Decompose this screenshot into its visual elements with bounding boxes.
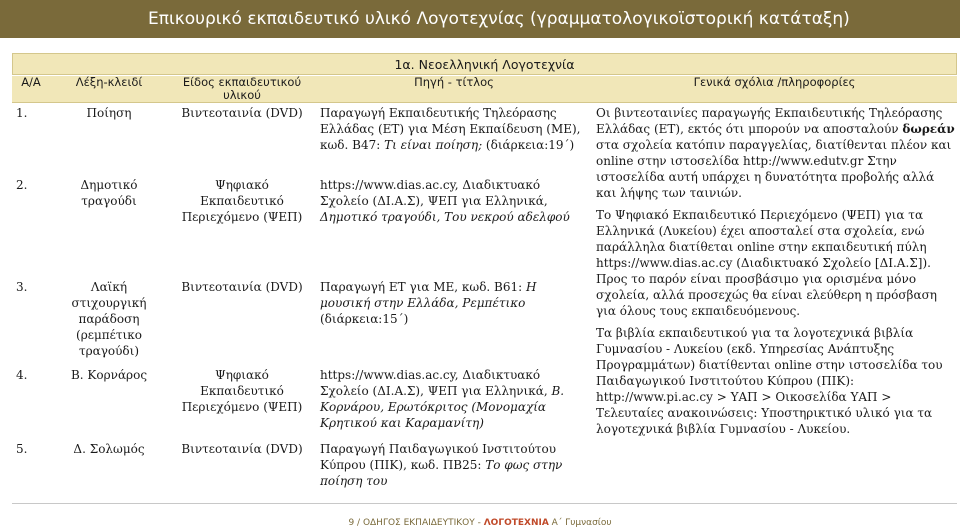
row-keyword: Δ. Σολωμός (73, 441, 145, 456)
row-source-title: Τι είναι ποίηση; (384, 138, 483, 152)
resources-table (12, 76, 957, 489)
row-source (316, 441, 592, 489)
row-source (316, 177, 592, 279)
row-num: 5. (16, 441, 28, 456)
row-source-title: Β. Κορνάρου, Ερωτόκριτος (Μονομαχία Κρητικού και Καραμανίτη) (320, 383, 565, 430)
table-row (12, 103, 957, 177)
row-keyword: Δημοτικό τραγούδι (80, 177, 138, 208)
row-keyword: Ποίηση (86, 106, 132, 120)
row-source-tail: (διάρκεια:15΄) (320, 311, 409, 326)
banner-title: Επικουρικό εκπαιδευτικό υλικό Λογοτεχνίας (γραμματολογικοϊστορική κατάταξη) (148, 9, 850, 29)
notes-p1-emphasis: δωρεάν (902, 122, 955, 136)
notes-paragraph-2: Το Ψηφιακό Εκπαιδευτικό Περιεχόμενο (ΨΕΠ) για τα Ελληνικά (Λυκείου) έχει αποσταλεί στα σχολεία, ενώ παράλληλα διατίθεται online στην εκπαιδευτική πύλη https://www.dias.ac.cy (Διαδικτυακό Σχολείο [ΔΙ.Α.Σ]). Προς το παρόν είναι προσβάσιμο για ορισμένα μόνο σχολεία, αλλά προσεχώς θα είναι ελεύθερη η πρόσβαση για όλους τους εκπαιδευόμενους. (596, 208, 937, 318)
row-source-text: https://www.dias.ac.cy, Διαδικτυακό Σχολείο (ΔΙ.Α.Σ), ΨΕΠ για Ελληνικά, (320, 177, 548, 208)
row-source-title: Η μουσική στην Ελλάδα, Ρεμπέτικο (320, 279, 537, 310)
footer-page-number: 9 (348, 518, 355, 528)
row-num: 2. (16, 177, 28, 192)
header-type: Είδος εκπαιδευτικού υλικού (168, 76, 316, 103)
footer-separator: / (354, 518, 363, 528)
header-notes: Γενικά σχόλια /πληροφορίες (592, 76, 957, 103)
row-keyword: Λαϊκή στιχουργική παράδοση (ρεμπέτικο τραγούδι) (71, 279, 147, 358)
table-header-row (12, 76, 957, 103)
header-source: Πηγή - τίτλος (316, 76, 592, 103)
footer-grade: Α΄ Γυμνασίου (548, 518, 612, 528)
notes-paragraph-3: Τα βιβλία εκπαιδευτικού για τα λογοτεχνικά βιβλία Γυμνασίου - Λυκείου (εκδ. Υπηρεσίας Ανάπτυξης Προγραμμάτων) διατίθενται online στην ιστοσελίδα του Παιδαγωγικού Ινστιτούτου Κύπρου (ΠΙΚ): http://www.pi.ac.cy > ΥΑΠ > Οικοσελίδα ΥΑΠ > Τελευταίες ανακοινώσεις: Υποστηρικτικό υλικό για τα λογοτεχνικά βιβλία Γυμνασίου - Λυκείου. (596, 326, 943, 436)
row-source-text: Παραγωγή ΕΤ για ΜΕ, κωδ. Β61: (320, 279, 526, 294)
row-keyword: Β. Κορνάρος (70, 367, 148, 382)
header-num: Α/Α (12, 76, 50, 103)
notes-p1-tail: στα σχολεία κατόπιν παραγγελίας, διατίθενται πλέον και online στην ιστοσελίδα http://www.edutv.gr Στην ιστοσελίδα αυτή υπάρχει η δυνατότητα προβολής αλλά και λήψης των ταινιών. (596, 138, 952, 200)
row-source (316, 279, 592, 367)
section-title-bar (12, 53, 957, 75)
row-source-text: Παραγωγή Εκπαιδευτικής Τηλεόρασης Ελλάδας (ΕΤ) για Μέση Εκπαίδευση (ΜΕ), κωδ. Β47: (320, 106, 581, 152)
row-source (316, 367, 592, 441)
footer-guide: ΟΔΗΓΟΣ ΕΚΠΑΙΔΕΥΤΙΚΟΥ - (362, 518, 484, 528)
row-source-tail: (διάρκεια:19΄) (482, 138, 575, 152)
footer-subject: ΛΟΓΟΤΕΧΝΙΑ (483, 518, 549, 528)
row-source-title: Δημοτικό τραγούδι, Του νεκρού αδελφού (320, 209, 570, 224)
row-type: Βιντεοταινία (DVD) (181, 279, 303, 294)
row-type: Ψηφιακό Εκπαιδευτικό Περιεχόμενο (ΨΕΠ) (181, 367, 303, 414)
notes-paragraph-1 (596, 105, 955, 201)
page-footer (0, 518, 960, 528)
row-source-text: https://www.dias.ac.cy, Διαδικτυακό Σχολείο (ΔΙ.Α.Σ), ΨΕΠ για Ελληνικά, (320, 367, 552, 398)
row-num: 4. (16, 367, 28, 382)
row-type: Ψηφιακό Εκπαιδευτικό Περιεχόμενο (ΨΕΠ) (181, 177, 303, 224)
row-source (316, 103, 592, 177)
section-title: 1α. Νεοελληνική Λογοτεχνία (394, 57, 575, 72)
header-keyword: Λέξη-κλειδί (50, 76, 168, 103)
row-type: Βιντεοταινία (DVD) (181, 441, 303, 456)
row-type: Βιντεοταινία (DVD) (181, 106, 303, 120)
notes-p1-text: Οι βιντεοταινίες παραγωγής Εκπαιδευτικής Τηλεόρασης Ελλάδας (ΕΤ), εκτός ότι μπορούν να αποσταλούν (596, 106, 943, 136)
row-num: 1. (16, 106, 28, 120)
row-source-title: Το φως στην ποίηση του (320, 457, 563, 488)
document-banner (0, 0, 960, 38)
row-num: 3. (16, 279, 28, 294)
row-source-text: Παραγωγή Παιδαγωγικού Ινστιτούτου Κύπρου (ΠΙΚ), κωδ. ΠΒ25: (320, 441, 557, 472)
notes-cell (592, 103, 957, 489)
footer-divider (12, 503, 957, 504)
